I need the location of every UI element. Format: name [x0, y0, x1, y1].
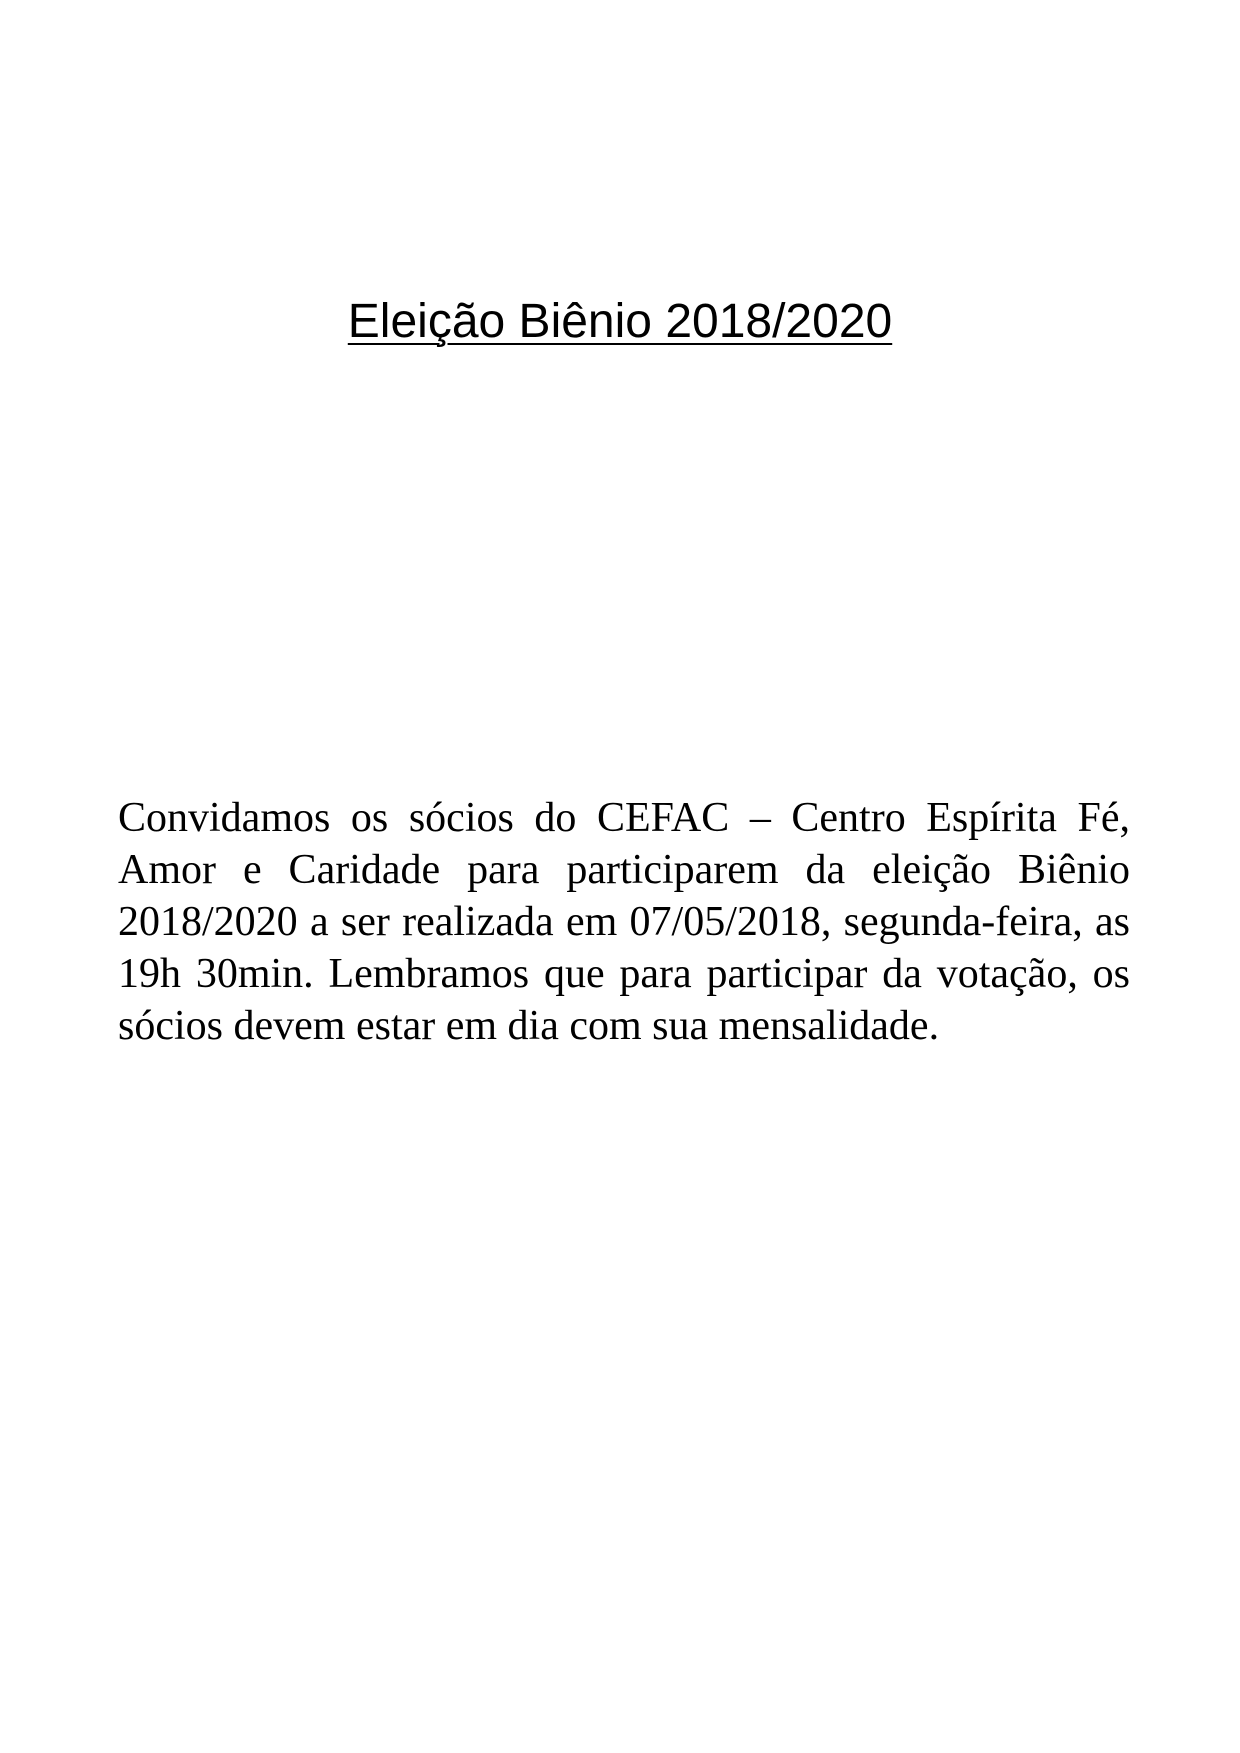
announcement-paragraph: Convidamos os sócios do CEFAC – Centro Espírita Fé, Amor e Caridade para participarem da eleição Biênio 2018/2020 a ser realizada em 07/05/2018, segunda-feira, as 19h 30min. Lembramos que para participar da votação, os sócios devem estar em dia com sua mensalidade.	[118, 795, 1130, 1049]
document-title-text: Eleição Biênio 2018/2020	[347, 295, 893, 348]
document-title	[0, 292, 1240, 352]
